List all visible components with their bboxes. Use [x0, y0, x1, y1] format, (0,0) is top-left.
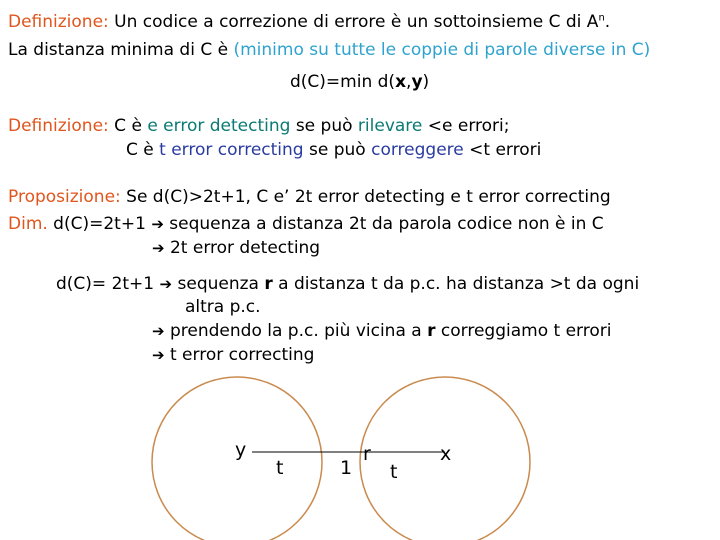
- formula-y: y: [411, 72, 423, 92]
- definition-code: Definizione: Un codice a correzione di errore è un sottoinsieme C di $A^n$.: [8, 12, 611, 32]
- sequence-r-2: r: [427, 321, 436, 341]
- sequence-r: r: [264, 274, 273, 294]
- arrow-icon: ➔: [152, 239, 165, 257]
- proposition-label: Proposizione:: [8, 187, 121, 207]
- proof-line-5: ➔ prendendo la p.c. più vicina a r correggiamo t errori: [152, 321, 612, 341]
- minimum-distance-text: La distanza minima di C è: [8, 40, 234, 60]
- proof-line-1: Dim. d(C)=2t+1 ➔ sequenza a distanza 2t da parola codice non è in C: [8, 214, 604, 234]
- arrow-icon: ➔: [159, 275, 173, 293]
- definition-correcting: C è t error correcting se può correggere <t errori: [126, 140, 542, 160]
- arrow-icon: ➔: [151, 215, 164, 233]
- definition-label-2: Definizione:: [8, 116, 109, 136]
- proof-line-2: ➔ 2t error detecting: [152, 238, 321, 258]
- arrow-icon: ➔: [152, 346, 165, 364]
- distance-one: 1: [340, 457, 353, 479]
- term-error-correcting: t error correcting: [159, 140, 304, 160]
- arrow-icon: ➔: [152, 322, 165, 340]
- definition-label: Definizione:: [8, 12, 109, 32]
- distance-formula: d(C)=min d(x,y): [290, 72, 430, 92]
- verb-correggere: correggere: [371, 140, 464, 160]
- definition-code-text: Un codice a correzione di errore è un sottoinsieme C di A: [108, 12, 599, 32]
- term-error-detecting: e error detecting: [147, 116, 291, 136]
- minimum-distance-note: (minimo su tutte le coppie di parole diverse in C): [233, 40, 651, 60]
- proof-line-4: altra p.c.: [185, 297, 261, 317]
- codeword-y: y: [235, 439, 247, 461]
- proof-line-3: d(C)= 2t+1 ➔ sequenza r a distanza t da p.c. ha distanza >t da ogni: [56, 274, 640, 294]
- definition-detecting: Definizione: C è e error detecting se può rilevare <e errori;: [8, 116, 510, 136]
- formula-x: x: [395, 72, 407, 92]
- sequence-r-point: r: [363, 443, 371, 465]
- proposition-text: Se d(C)>2t+1, C e’ 2t error detecting e t error correcting: [120, 187, 611, 207]
- verb-rilevare: rilevare: [357, 116, 423, 136]
- proof-label: Dim.: [8, 214, 48, 234]
- proof-line-6: ➔ t error correcting: [152, 345, 315, 365]
- distance-t-right: t: [390, 461, 398, 483]
- exponent-n: n: [598, 12, 605, 24]
- codeword-x: x: [440, 443, 452, 465]
- distance-t-left: t: [276, 457, 284, 479]
